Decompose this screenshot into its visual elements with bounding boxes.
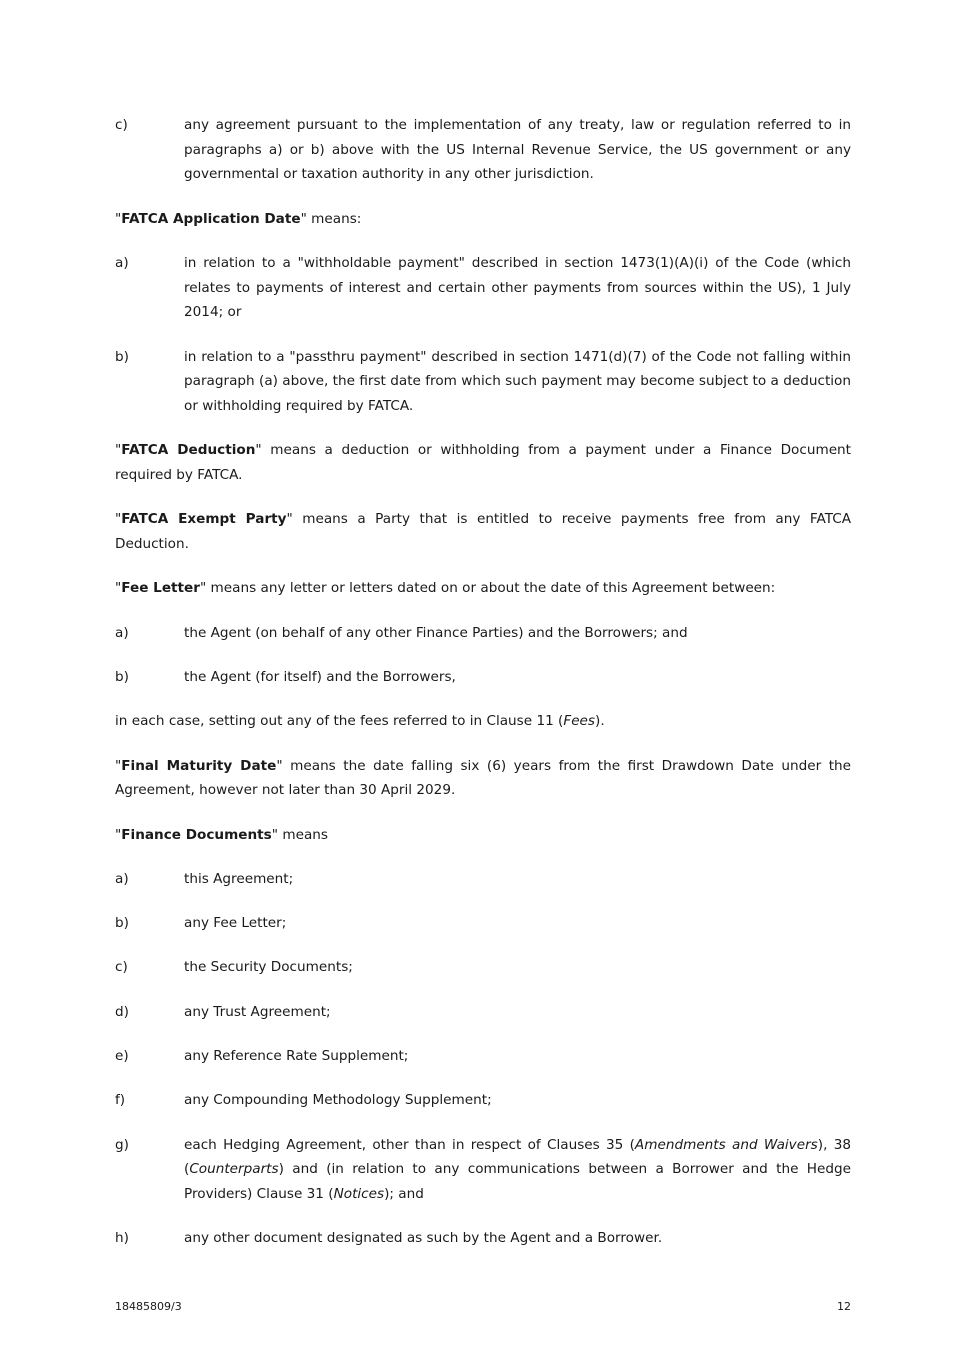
- defined-term: FATCA Application Date: [121, 210, 301, 227]
- defined-term: FATCA Deduction: [121, 442, 256, 459]
- defined-term: Finance Documents: [121, 826, 272, 843]
- document-reference: 18485809/3: [115, 1300, 182, 1313]
- list-item: c) the Security Documents;: [115, 959, 353, 976]
- definition-fee-letter: "Fee Letter" means any letter or letters dated on or about the date of this Agreement between:: [115, 580, 776, 597]
- list-item: f) any Compounding Methodology Supplement;: [115, 1092, 492, 1109]
- defined-term: Fee Letter: [121, 580, 200, 597]
- item-label: c): [115, 117, 128, 133]
- fee-letter-closing: in each case, setting out any of the fees referred to in Clause 11 (Fees).: [115, 713, 605, 730]
- definition-fatca-application-date: "FATCA Application Date" means:: [115, 210, 362, 227]
- definition-fatca-deduction: "FATCA Deduction" means a deduction or withholding from a payment under a Finance Document required by FATCA.: [115, 442, 851, 484]
- list-item: a) this Agreement;: [115, 870, 294, 887]
- list-item: a) the Agent (on behalf of any other Finance Parties) and the Borrowers; and: [115, 624, 688, 641]
- document-page: [115, 113, 851, 1271]
- page-number: 12: [837, 1300, 851, 1313]
- list-item: e) any Reference Rate Supplement;: [115, 1048, 409, 1065]
- definition-final-maturity-date: "Final Maturity Date" means the date falling six (6) years from the first Drawdown Date under the Agreement, however not later than 30 April 2029.: [115, 757, 851, 799]
- definition-fatca-exempt-party: "FATCA Exempt Party" means a Party that is entitled to receive payments free from any FATCA Deduction.: [115, 511, 851, 553]
- list-item: a) in relation to a "withholdable payment" described in section 1473(1)(A)(i) of the Code (which relates to payments of interest and certain other payments from sources within the US), 1 July 2014; or: [115, 255, 851, 321]
- page-footer: [115, 1300, 851, 1313]
- list-item: d) any Trust Agreement;: [115, 1003, 331, 1020]
- list-item: b) any Fee Letter;: [115, 915, 287, 932]
- list-item: b) in relation to a "passthru payment" described in section 1471(d)(7) of the Code not falling within paragraph (a) above, the first date from which such payment may become subject to a deduction or withholding required by FATCA.: [115, 348, 851, 415]
- defined-term: Final Maturity Date: [121, 757, 277, 774]
- definition-finance-documents: "Finance Documents" means: [115, 826, 328, 843]
- list-item: b) the Agent (for itself) and the Borrowers,: [115, 669, 456, 685]
- defined-term: FATCA Exempt Party: [121, 511, 287, 528]
- item-text: any agreement pursuant to the implementation of any treaty, law or regulation referred to in paragraphs a) or b) above with the US Internal Revenue Service, the US government or any governmental or taxation authority in any other jurisdiction.: [184, 117, 851, 183]
- list-item: h) any other document designated as such by the Agent and a Borrower.: [115, 1230, 663, 1247]
- list-item: [115, 113, 851, 187]
- list-item: g) each Hedging Agreement, other than in respect of Clauses 35 (Amendments and Waivers), 38 (Counterparts) and (in relation to any communications between a Borrower and the Hedge Providers) Clause 31 (Notices); and: [115, 1136, 851, 1203]
